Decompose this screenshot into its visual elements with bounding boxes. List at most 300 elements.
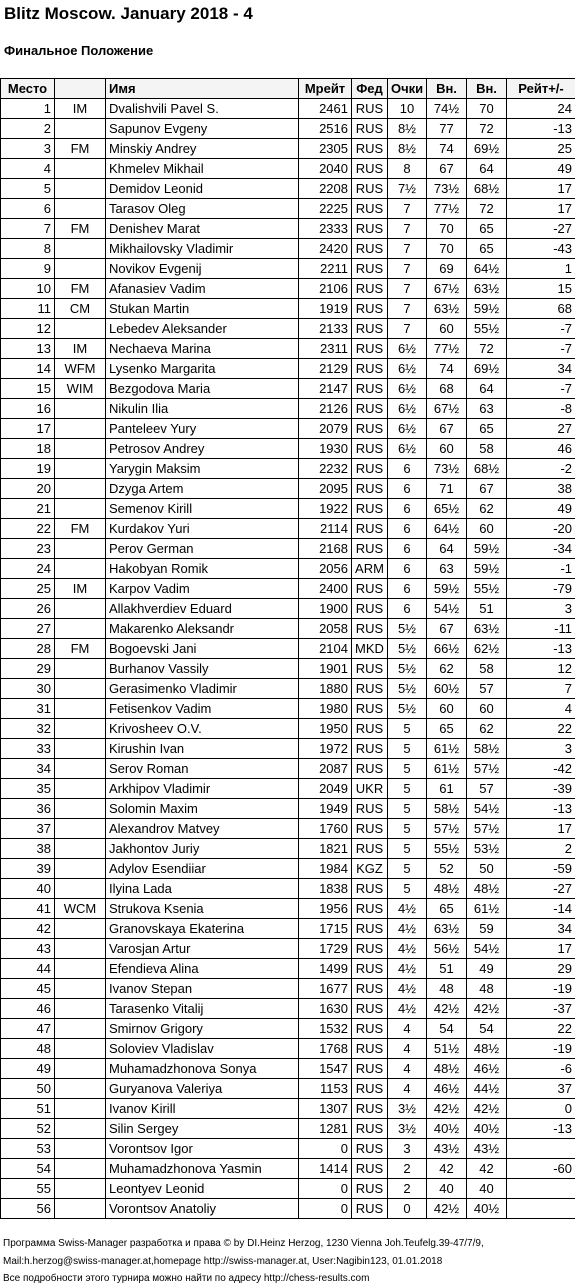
cell-federation: RUS [352, 319, 388, 339]
cell-title: FM [55, 139, 106, 159]
cell-federation: RUS [352, 1179, 388, 1199]
cell-federation: RUS [352, 799, 388, 819]
cell-tiebreak-1: 67 [427, 159, 467, 179]
cell-rating: 1900 [299, 599, 352, 619]
cell-title [55, 399, 106, 419]
table-row [1, 199, 575, 219]
col-header-title [55, 79, 106, 99]
cell-rating-change: 0 [507, 1099, 575, 1119]
cell-player-name: Krivosheev O.V. [106, 719, 299, 739]
cell-title [55, 799, 106, 819]
table-row [1, 619, 575, 639]
cell-tiebreak-1: 64½ [427, 519, 467, 539]
cell-title [55, 699, 106, 719]
cell-player-name: Smirnov Grigory [106, 1019, 299, 1039]
cell-rating-change: -20 [507, 519, 575, 539]
cell-points: 6 [388, 579, 427, 599]
cell-tiebreak-2: 54½ [467, 799, 507, 819]
cell-player-name: Efendieva Alina [106, 959, 299, 979]
cell-title: WCM [55, 899, 106, 919]
cell-player-name: Soloviev Vladislav [106, 1039, 299, 1059]
cell-rating-change [507, 1179, 575, 1199]
standings-table [0, 78, 575, 1219]
cell-federation: RUS [352, 299, 388, 319]
cell-rating: 2040 [299, 159, 352, 179]
cell-points: 8 [388, 159, 427, 179]
cell-rating-change: 22 [507, 1019, 575, 1039]
cell-points: 6 [388, 599, 427, 619]
cell-rating: 2095 [299, 479, 352, 499]
col-header-rank: Место [1, 79, 55, 99]
table-row [1, 739, 575, 759]
cell-points: 7 [388, 319, 427, 339]
cell-rating-change: 25 [507, 139, 575, 159]
cell-rating: 2400 [299, 579, 352, 599]
cell-points: 5½ [388, 699, 427, 719]
cell-player-name: Ivanov Stepan [106, 979, 299, 999]
cell-player-name: Lebedev Aleksander [106, 319, 299, 339]
cell-title: FM [55, 639, 106, 659]
cell-tiebreak-1: 70 [427, 219, 467, 239]
table-row [1, 1139, 575, 1159]
cell-title [55, 1079, 106, 1099]
cell-rank: 8 [1, 239, 55, 259]
cell-tiebreak-2: 50 [467, 859, 507, 879]
cell-points: 7 [388, 199, 427, 219]
cell-federation: RUS [352, 959, 388, 979]
table-row [1, 119, 575, 139]
cell-points: 8½ [388, 139, 427, 159]
table-row [1, 999, 575, 1019]
cell-points: 4 [388, 1059, 427, 1079]
cell-tiebreak-2: 57 [467, 679, 507, 699]
cell-tiebreak-2: 42½ [467, 999, 507, 1019]
cell-player-name: Khmelev Mikhail [106, 159, 299, 179]
cell-rank: 29 [1, 659, 55, 679]
cell-rating-change: -13 [507, 119, 575, 139]
cell-federation: KGZ [352, 859, 388, 879]
cell-tiebreak-2: 69½ [467, 359, 507, 379]
cell-rating: 1821 [299, 839, 352, 859]
cell-tiebreak-1: 69 [427, 259, 467, 279]
cell-tiebreak-2: 55½ [467, 319, 507, 339]
table-row [1, 279, 575, 299]
cell-rating-change: 24 [507, 99, 575, 119]
cell-player-name: Dzyga Artem [106, 479, 299, 499]
cell-title [55, 999, 106, 1019]
cell-rank: 24 [1, 559, 55, 579]
cell-federation: RUS [352, 119, 388, 139]
cell-points: 7 [388, 299, 427, 319]
cell-rating-change: 37 [507, 1079, 575, 1099]
cell-title [55, 859, 106, 879]
cell-federation: RUS [352, 679, 388, 699]
cell-rank: 9 [1, 259, 55, 279]
cell-points: 5½ [388, 619, 427, 639]
cell-tiebreak-2: 49 [467, 959, 507, 979]
table-row [1, 99, 575, 119]
cell-federation: RUS [352, 259, 388, 279]
table-row [1, 1039, 575, 1059]
cell-player-name: Gerasimenko Vladimir [106, 679, 299, 699]
cell-player-name: Leontyev Leonid [106, 1179, 299, 1199]
cell-federation: RUS [352, 519, 388, 539]
table-row [1, 519, 575, 539]
cell-tiebreak-1: 60 [427, 699, 467, 719]
cell-federation: RUS [352, 239, 388, 259]
cell-player-name: Allakhverdiev Eduard [106, 599, 299, 619]
cell-rank: 53 [1, 1139, 55, 1159]
cell-rank: 52 [1, 1119, 55, 1139]
cell-federation: RUS [352, 459, 388, 479]
cell-federation: RUS [352, 1079, 388, 1099]
cell-tiebreak-2: 51 [467, 599, 507, 619]
cell-player-name: Nechaeva Marina [106, 339, 299, 359]
cell-federation: RUS [352, 839, 388, 859]
cell-player-name: Strukova Ksenia [106, 899, 299, 919]
table-row [1, 379, 575, 399]
cell-federation: RUS [352, 919, 388, 939]
table-row [1, 1199, 575, 1219]
cell-points: 6½ [388, 359, 427, 379]
table-row [1, 779, 575, 799]
cell-rank: 2 [1, 119, 55, 139]
cell-federation: RUS [352, 1159, 388, 1179]
cell-tiebreak-1: 63½ [427, 299, 467, 319]
cell-player-name: Alexandrov Matvey [106, 819, 299, 839]
cell-title [55, 839, 106, 859]
table-row [1, 1119, 575, 1139]
cell-rating: 1919 [299, 299, 352, 319]
cell-tiebreak-1: 74 [427, 139, 467, 159]
cell-rank: 32 [1, 719, 55, 739]
cell-federation: RUS [352, 1099, 388, 1119]
cell-rating-change: 1 [507, 259, 575, 279]
cell-federation: RUS [352, 819, 388, 839]
cell-title [55, 479, 106, 499]
cell-tiebreak-1: 74 [427, 359, 467, 379]
cell-title [55, 259, 106, 279]
cell-rank: 28 [1, 639, 55, 659]
cell-rating-change: 22 [507, 719, 575, 739]
cell-rating-change: 4 [507, 699, 575, 719]
cell-points: 4 [388, 1079, 427, 1099]
cell-rating: 2079 [299, 419, 352, 439]
cell-title [55, 159, 106, 179]
cell-federation: RUS [352, 619, 388, 639]
cell-rank: 26 [1, 599, 55, 619]
cell-title [55, 819, 106, 839]
cell-title [55, 659, 106, 679]
cell-federation: RUS [352, 1019, 388, 1039]
cell-points: 0 [388, 1199, 427, 1219]
cell-rating: 2126 [299, 399, 352, 419]
cell-tiebreak-2: 64 [467, 159, 507, 179]
cell-rating-change: -2 [507, 459, 575, 479]
page-subtitle: Финальное Положение [4, 43, 154, 58]
cell-rank: 25 [1, 579, 55, 599]
cell-rating-change: 38 [507, 479, 575, 499]
cell-tiebreak-2: 70 [467, 99, 507, 119]
cell-player-name: Adylov Esendiiar [106, 859, 299, 879]
cell-title: FM [55, 519, 106, 539]
cell-rank: 7 [1, 219, 55, 239]
cell-player-name: Fetisenkov Vadim [106, 699, 299, 719]
cell-points: 4½ [388, 919, 427, 939]
cell-rating-change: -27 [507, 219, 575, 239]
cell-tiebreak-2: 68½ [467, 179, 507, 199]
table-row [1, 439, 575, 459]
table-row [1, 1179, 575, 1199]
page-title: Blitz Moscow. January 2018 - 4 [4, 4, 253, 23]
cell-federation: RUS [352, 1059, 388, 1079]
cell-tiebreak-2: 60 [467, 519, 507, 539]
cell-rating-change: -79 [507, 579, 575, 599]
cell-rating: 1729 [299, 939, 352, 959]
cell-points: 4 [388, 1039, 427, 1059]
cell-title [55, 439, 106, 459]
cell-tiebreak-1: 42½ [427, 1199, 467, 1219]
cell-rank: 39 [1, 859, 55, 879]
cell-tiebreak-1: 40½ [427, 1119, 467, 1139]
cell-rating: 1499 [299, 959, 352, 979]
cell-points: 5 [388, 799, 427, 819]
cell-tiebreak-1: 77½ [427, 199, 467, 219]
cell-tiebreak-2: 43½ [467, 1139, 507, 1159]
cell-rating: 2133 [299, 319, 352, 339]
cell-rating-change: 49 [507, 159, 575, 179]
cell-tiebreak-1: 51 [427, 959, 467, 979]
cell-title [55, 559, 106, 579]
cell-tiebreak-1: 63 [427, 559, 467, 579]
cell-tiebreak-1: 63½ [427, 919, 467, 939]
cell-rating: 2058 [299, 619, 352, 639]
cell-points: 2 [388, 1159, 427, 1179]
cell-tiebreak-2: 65 [467, 239, 507, 259]
cell-rating-change: -59 [507, 859, 575, 879]
cell-rating: 2168 [299, 539, 352, 559]
cell-tiebreak-1: 61½ [427, 739, 467, 759]
table-row [1, 539, 575, 559]
cell-rating-change: 17 [507, 179, 575, 199]
cell-title [55, 1139, 106, 1159]
cell-title: IM [55, 579, 106, 599]
cell-title [55, 719, 106, 739]
cell-rank: 46 [1, 999, 55, 1019]
cell-tiebreak-2: 59½ [467, 299, 507, 319]
cell-tiebreak-1: 67 [427, 419, 467, 439]
footer-copyright: Программа Swiss-Manager разработка и права © by DI.Heinz Herzog, 1230 Vienna Joh.Teufelg.39-47/7/9, [3, 1238, 484, 1249]
cell-tiebreak-1: 62 [427, 659, 467, 679]
table-row [1, 899, 575, 919]
cell-rank: 49 [1, 1059, 55, 1079]
cell-rank: 11 [1, 299, 55, 319]
cell-tiebreak-2: 72 [467, 339, 507, 359]
cell-tiebreak-1: 65 [427, 899, 467, 919]
cell-player-name: Varosjan Artur [106, 939, 299, 959]
cell-federation: RUS [352, 439, 388, 459]
table-row [1, 959, 575, 979]
cell-player-name: Novikov Evgenij [106, 259, 299, 279]
cell-rank: 56 [1, 1199, 55, 1219]
cell-tiebreak-1: 65½ [427, 499, 467, 519]
cell-rating: 2305 [299, 139, 352, 159]
cell-federation: RUS [352, 899, 388, 919]
cell-tiebreak-2: 64 [467, 379, 507, 399]
cell-federation: RUS [352, 979, 388, 999]
cell-points: 4½ [388, 939, 427, 959]
cell-points: 7½ [388, 179, 427, 199]
cell-tiebreak-2: 58½ [467, 739, 507, 759]
cell-points: 6 [388, 539, 427, 559]
cell-rating: 2087 [299, 759, 352, 779]
cell-tiebreak-2: 64½ [467, 259, 507, 279]
cell-points: 6½ [388, 379, 427, 399]
cell-tiebreak-1: 51½ [427, 1039, 467, 1059]
cell-rating: 1950 [299, 719, 352, 739]
table-row [1, 799, 575, 819]
cell-player-name: Vorontsov Igor [106, 1139, 299, 1159]
cell-tiebreak-1: 65 [427, 719, 467, 739]
cell-rank: 54 [1, 1159, 55, 1179]
cell-tiebreak-1: 60½ [427, 679, 467, 699]
cell-player-name: Dvalishvili Pavel S. [106, 99, 299, 119]
table-row [1, 479, 575, 499]
cell-rating: 2225 [299, 199, 352, 219]
cell-tiebreak-2: 40 [467, 1179, 507, 1199]
cell-player-name: Tarasenko Vitalij [106, 999, 299, 1019]
cell-player-name: Vorontsov Anatoliy [106, 1199, 299, 1219]
cell-rating: 2129 [299, 359, 352, 379]
cell-player-name: Ilyina Lada [106, 879, 299, 899]
cell-rating-change: 34 [507, 919, 575, 939]
cell-tiebreak-2: 42 [467, 1159, 507, 1179]
table-row [1, 559, 575, 579]
cell-rating-change: -19 [507, 1039, 575, 1059]
cell-points: 4½ [388, 979, 427, 999]
cell-rank: 4 [1, 159, 55, 179]
cell-federation: RUS [352, 879, 388, 899]
cell-tiebreak-2: 67 [467, 479, 507, 499]
cell-rating-change: -14 [507, 899, 575, 919]
cell-points: 4 [388, 1019, 427, 1039]
cell-rank: 12 [1, 319, 55, 339]
cell-tiebreak-2: 42½ [467, 1099, 507, 1119]
cell-federation: RUS [352, 719, 388, 739]
cell-title [55, 1019, 106, 1039]
cell-player-name: Karpov Vadim [106, 579, 299, 599]
cell-rank: 14 [1, 359, 55, 379]
cell-federation: RUS [352, 739, 388, 759]
cell-rating-change: 29 [507, 959, 575, 979]
cell-rating: 2232 [299, 459, 352, 479]
cell-federation: RUS [352, 1199, 388, 1219]
col-header-rating: Мрейт [299, 79, 352, 99]
cell-rating: 0 [299, 1179, 352, 1199]
cell-player-name: Lysenko Margarita [106, 359, 299, 379]
cell-federation: RUS [352, 99, 388, 119]
cell-points: 8½ [388, 119, 427, 139]
cell-tiebreak-1: 59½ [427, 579, 467, 599]
cell-rating-change: -39 [507, 779, 575, 799]
cell-rating-change: -34 [507, 539, 575, 559]
cell-rank: 22 [1, 519, 55, 539]
cell-rank: 16 [1, 399, 55, 419]
cell-points: 5 [388, 719, 427, 739]
cell-tiebreak-2: 63½ [467, 279, 507, 299]
cell-tiebreak-1: 42 [427, 1159, 467, 1179]
cell-federation: RUS [352, 219, 388, 239]
cell-tiebreak-2: 68½ [467, 459, 507, 479]
cell-federation: RUS [352, 579, 388, 599]
cell-rating: 2311 [299, 339, 352, 359]
table-row [1, 1059, 575, 1079]
cell-tiebreak-1: 57½ [427, 819, 467, 839]
cell-federation: RUS [352, 159, 388, 179]
cell-points: 7 [388, 279, 427, 299]
table-row [1, 1019, 575, 1039]
cell-points: 5 [388, 859, 427, 879]
cell-tiebreak-1: 61 [427, 779, 467, 799]
table-row [1, 459, 575, 479]
cell-player-name: Ivanov Kirill [106, 1099, 299, 1119]
cell-rank: 50 [1, 1079, 55, 1099]
cell-rating-change: 68 [507, 299, 575, 319]
cell-rating-change: -19 [507, 979, 575, 999]
cell-player-name: Yarygin Maksim [106, 459, 299, 479]
table-row [1, 919, 575, 939]
cell-points: 4½ [388, 999, 427, 1019]
table-row [1, 399, 575, 419]
cell-tiebreak-1: 67½ [427, 399, 467, 419]
cell-rank: 27 [1, 619, 55, 639]
cell-points: 6½ [388, 439, 427, 459]
table-row [1, 139, 575, 159]
col-header-tiebreak-2: Вн. [467, 79, 507, 99]
cell-tiebreak-2: 72 [467, 199, 507, 219]
cell-tiebreak-1: 48½ [427, 879, 467, 899]
cell-rating-change: 17 [507, 939, 575, 959]
table-row [1, 219, 575, 239]
cell-tiebreak-1: 77½ [427, 339, 467, 359]
cell-rating-change: 12 [507, 659, 575, 679]
cell-title [55, 319, 106, 339]
cell-player-name: Serov Roman [106, 759, 299, 779]
cell-tiebreak-2: 62 [467, 719, 507, 739]
cell-federation: RUS [352, 419, 388, 439]
cell-title: IM [55, 99, 106, 119]
table-row [1, 839, 575, 859]
cell-player-name: Tarasov Oleg [106, 199, 299, 219]
cell-title [55, 179, 106, 199]
table-row [1, 179, 575, 199]
cell-rank: 10 [1, 279, 55, 299]
cell-rating: 0 [299, 1199, 352, 1219]
cell-rating: 2056 [299, 559, 352, 579]
cell-player-name: Guryanova Valeriya [106, 1079, 299, 1099]
cell-rank: 37 [1, 819, 55, 839]
cell-federation: RUS [352, 939, 388, 959]
cell-rating: 2208 [299, 179, 352, 199]
cell-tiebreak-1: 73½ [427, 459, 467, 479]
cell-tiebreak-1: 61½ [427, 759, 467, 779]
cell-title [55, 879, 106, 899]
cell-rating-change: 27 [507, 419, 575, 439]
cell-rating-change [507, 1199, 575, 1219]
cell-player-name: Sapunov Evgeny [106, 119, 299, 139]
cell-title: CM [55, 299, 106, 319]
cell-rank: 18 [1, 439, 55, 459]
